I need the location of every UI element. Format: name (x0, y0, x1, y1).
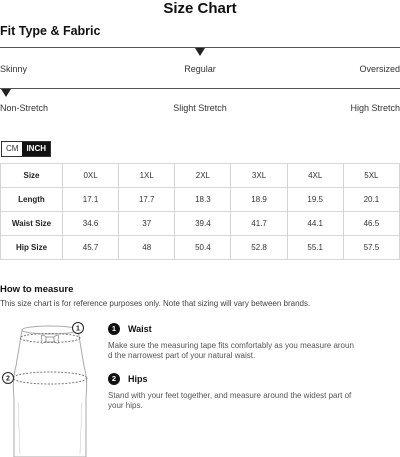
table-header-cell: Size (1, 164, 63, 188)
table-header-cell: 3XL (231, 164, 287, 188)
how-to-measure-note: This size chart is for reference purposes only. Note that sizing will vary between brands. (0, 299, 311, 308)
step-description-line: Stand with your feet together, and measure around the widest part of (108, 391, 352, 400)
table-cell: 46.5 (343, 212, 399, 236)
table-header-cell: 2XL (175, 164, 231, 188)
table-cell: 52.8 (231, 236, 287, 260)
table-cell: 44.1 (287, 212, 343, 236)
table-cell: 17.1 (63, 188, 119, 212)
figure-marker-hips (3, 373, 14, 384)
fit-label-oversized: Oversized (359, 64, 400, 74)
table-header-cell: 1XL (119, 164, 175, 188)
section-title-fit: Fit Type & Fabric (0, 24, 101, 38)
table-row (1, 236, 400, 260)
figure-marker-waist (73, 323, 84, 334)
table-row (1, 188, 400, 212)
body-measure-illustration (0, 318, 100, 457)
stretch-label-non: Non-Stretch (0, 103, 49, 113)
table-header-cell: 5XL (343, 164, 399, 188)
table-cell: 39.4 (175, 212, 231, 236)
step-description-line: your hips. (108, 401, 143, 410)
step-title: Hips (128, 374, 148, 384)
fit-scale-marker (195, 48, 205, 56)
table-cell: 34.6 (63, 212, 119, 236)
fit-label-skinny: Skinny (0, 64, 28, 74)
table-row (1, 212, 400, 236)
table-cell: 37 (119, 212, 175, 236)
table-row-header: Waist Size (1, 212, 63, 236)
step-description-line: Make sure the measuring tape fits comfortably as you measure aroun (108, 341, 354, 350)
table-cell: 55.1 (287, 236, 343, 260)
svg-text:1: 1 (76, 325, 80, 333)
step-description (108, 391, 398, 411)
unit-inch-button[interactable]: INCH (22, 142, 50, 156)
stretch-scale-line (0, 88, 400, 89)
table-cell: 20.1 (343, 188, 399, 212)
stretch-label-high: High Stretch (350, 103, 400, 113)
step-description-line: d the narrowest part of your natural waist. (108, 351, 256, 360)
table-row-header: Length (1, 188, 63, 212)
step-title: Waist (128, 324, 152, 334)
table-cell: 18.9 (231, 188, 287, 212)
table-header-cell: 0XL (63, 164, 119, 188)
unit-cm-button[interactable]: CM (2, 142, 22, 156)
table-header-cell: 4XL (287, 164, 343, 188)
table-cell: 41.7 (231, 212, 287, 236)
table-header-row (1, 164, 400, 188)
step-number-badge: 2 (108, 373, 120, 385)
table-cell: 17.7 (119, 188, 175, 212)
unit-toggle (1, 141, 51, 157)
step-number-badge: 1 (108, 323, 120, 335)
step-description (108, 341, 398, 361)
how-to-measure-title: How to measure (0, 284, 74, 295)
table-cell: 45.7 (63, 236, 119, 260)
stretch-label-slight: Slight Stretch (173, 103, 227, 113)
table-cell: 48 (119, 236, 175, 260)
fit-label-regular: Regular (184, 64, 216, 74)
page-title: Size Chart (163, 0, 237, 17)
table-cell: 19.5 (287, 188, 343, 212)
size-table (0, 163, 400, 260)
table-cell: 57.5 (343, 236, 399, 260)
table-row-header: Hip Size (1, 236, 63, 260)
table-cell: 18.3 (175, 188, 231, 212)
stretch-scale-marker (1, 89, 11, 97)
svg-text:2: 2 (6, 375, 10, 383)
table-cell: 50.4 (175, 236, 231, 260)
